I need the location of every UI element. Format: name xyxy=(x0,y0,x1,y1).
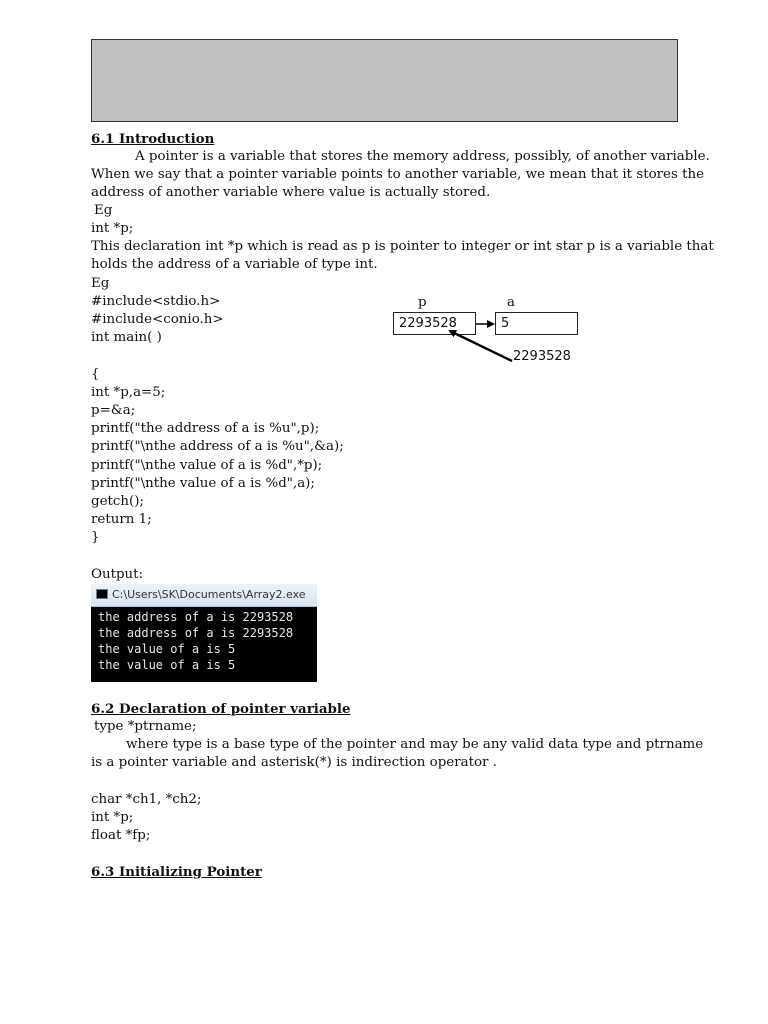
pointer-declaration: int *p; xyxy=(91,221,134,236)
intro-paragraph-line-3: address of another variable where value is actually stored. xyxy=(91,185,491,200)
variable-label-p: p xyxy=(418,295,427,310)
example-label: Eg xyxy=(94,203,113,218)
code-line: printf("the address of a is %u",p); xyxy=(91,421,320,436)
console-output-line: the value of a is 5 xyxy=(98,642,236,656)
console-output-line: the value of a is 5 xyxy=(98,658,236,672)
code-line: } xyxy=(91,530,100,545)
code-line: #include<conio.h> xyxy=(91,312,224,327)
declaration-syntax: type *ptrname; xyxy=(94,719,197,734)
declaration-description-line-1: This declaration int *p which is read as p is pointer to integer or int star p is a variable that xyxy=(91,239,714,254)
code-line: printf("\nthe value of a is %d",a); xyxy=(91,476,315,491)
pointer-p-box: 2293528 xyxy=(393,312,476,335)
console-app-icon xyxy=(96,589,108,599)
console-output-line: the address of a is 2293528 xyxy=(98,626,294,640)
code-line: p=&a; xyxy=(91,403,136,418)
declaration-example: float *fp; xyxy=(91,828,151,843)
code-line: printf("\nthe value of a is %d",*p); xyxy=(91,458,323,473)
code-line: { xyxy=(91,367,100,382)
section-heading-introduction: 6.1 Introduction xyxy=(91,131,215,147)
code-line: return 1; xyxy=(91,512,152,527)
declaration-example: char *ch1, *ch2; xyxy=(91,792,202,807)
example-label: Eg xyxy=(91,276,110,291)
code-line: int main( ) xyxy=(91,330,162,345)
console-title-bar xyxy=(91,584,317,607)
address-arrow xyxy=(450,331,512,361)
section-heading-declaration: 6.2 Declaration of pointer variable xyxy=(91,701,351,717)
output-label: Output: xyxy=(91,567,144,582)
console-output-line: the address of a is 2293528 xyxy=(98,610,294,624)
intro-paragraph-line-1: A pointer is a variable that stores the memory address, possibly, of another variable. xyxy=(135,149,710,164)
variable-label-a: a xyxy=(507,295,515,310)
intro-paragraph-line-2: When we say that a pointer variable points to another variable, we mean that it stores the xyxy=(91,167,705,182)
console-title-text: C:\Users\SK\Documents\Array2.exe xyxy=(112,588,306,601)
console-window-screenshot xyxy=(91,584,317,682)
variable-a-box: 5 xyxy=(495,312,578,335)
code-line: #include<stdio.h> xyxy=(91,294,221,309)
section-heading-initializing: 6.3 Initializing Pointer xyxy=(91,864,262,880)
declaration-description-line-2: holds the address of a variable of type int. xyxy=(91,257,378,272)
code-line: getch(); xyxy=(91,494,144,509)
code-line: int *p,a=5; xyxy=(91,385,166,400)
declaration-text-line-1: where type is a base type of the pointer and may be any valid data type and ptrname xyxy=(126,737,704,752)
declaration-example: int *p; xyxy=(91,810,134,825)
code-line: printf("\nthe address of a is %u",&a); xyxy=(91,439,344,454)
declaration-text-line-2: is a pointer variable and asterisk(*) is indirection operator . xyxy=(91,755,497,770)
address-label: 2293528 xyxy=(513,349,571,364)
